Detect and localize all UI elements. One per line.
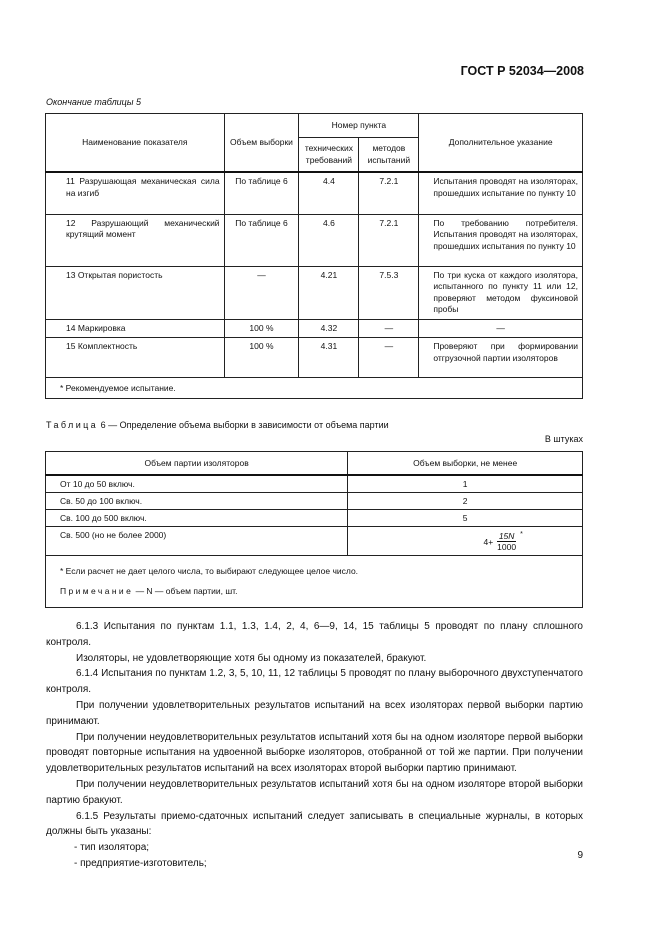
row-sample: 2	[348, 493, 583, 510]
table5-caption: Окончание таблицы 5	[46, 97, 141, 107]
formula-fraction	[495, 531, 518, 552]
table-row	[46, 338, 583, 378]
paragraph: При получении неудовлетворительных результатов испытаний хотя бы на одном изоляторе второй выборки партию бракуют.	[46, 778, 583, 806]
row-sample: По таблице 6	[224, 214, 299, 266]
table-row	[46, 527, 583, 556]
row-tech: 4.21	[299, 266, 359, 319]
row-tech: 4.32	[299, 319, 359, 337]
body-text	[46, 619, 583, 872]
note-text: — N — объем партии, шт.	[133, 585, 238, 596]
header-lot-size: Объем партии изоляторов	[46, 452, 348, 476]
row-method: 7.5.3	[359, 266, 419, 319]
table-6	[45, 451, 583, 608]
table-row	[46, 510, 583, 527]
row-note: Проверяют при формировании отгрузочной партии изоляторов	[419, 338, 583, 378]
row-sample: 100 %	[224, 319, 299, 337]
row-method: 7.2.1	[359, 172, 419, 214]
note-label: Примечание	[60, 585, 134, 596]
row-lot: Св. 100 до 500 включ.	[46, 510, 348, 527]
row-name: 12 Разрушающий механический крутящий момент	[46, 214, 225, 266]
formula-prefix: 4+	[483, 536, 494, 547]
list-item: - тип изолятора;	[74, 842, 150, 854]
paragraph: При получении удовлетворительных результатов испытаний на всех изоляторах первой выборки партию принимают.	[46, 699, 583, 727]
table-row	[46, 266, 583, 319]
paragraph: 6.1.3 Испытания по пунктам 1.1, 1.3, 1.4, 2, 4, 6—9, 14, 15 таблицы 5 проводят по плану сплошного контроля.	[46, 621, 583, 648]
table-row	[46, 172, 583, 214]
table-footnote-row	[46, 378, 583, 399]
row-method: 7.2.1	[359, 214, 419, 266]
row-sample: 100 %	[224, 338, 299, 378]
formula-footnote-mark: *	[520, 531, 523, 538]
row-tech: 4.4	[299, 172, 359, 214]
header-tech-requirements: технических требований	[299, 138, 359, 172]
row-sample-formula	[348, 527, 583, 556]
row-lot: От 10 до 50 включ.	[46, 475, 348, 493]
row-sample: —	[224, 266, 299, 319]
sample-size-formula	[483, 531, 522, 552]
table6-note	[60, 582, 568, 602]
table6-units: В штуках	[544, 434, 583, 444]
table6-title-text: 6 — Определение объема выборки в зависимости от объема партии	[100, 420, 389, 430]
row-name: 13 Открытая пористость	[46, 266, 225, 319]
page-number: 9	[577, 850, 583, 861]
row-tech: 4.6	[299, 214, 359, 266]
table5-footnote: * Рекомендуемое испытание.	[46, 378, 583, 399]
row-sample: 5	[348, 510, 583, 527]
paragraph: Изоляторы, не удовлетворяющие хотя бы одному из показателей, бракуют.	[76, 652, 427, 664]
table-footnote-row	[46, 556, 583, 608]
paragraph: 6.1.4 Испытания по пунктам 1.2, 3, 5, 10, 11, 12 таблицы 5 проводят по плану выборочного двухступенчатого контроля.	[46, 668, 583, 696]
header-additional-note: Дополнительное указание	[419, 114, 583, 173]
table-row	[46, 475, 583, 493]
table-row	[46, 493, 583, 510]
table-row	[46, 319, 583, 337]
row-method: —	[359, 319, 419, 337]
formula-denominator: 1000	[497, 542, 517, 552]
document-code-header: ГОСТ Р 52034—2008	[460, 64, 584, 78]
header-indicator-name: Наименование показателя	[46, 114, 225, 173]
row-sample: По таблице 6	[224, 172, 299, 214]
formula-numerator: 15N	[498, 531, 515, 541]
table6-title	[46, 420, 389, 430]
row-lot: Св. 50 до 100 включ.	[46, 493, 348, 510]
paragraph: При получении неудовлетворительных результатов испытаний хотя бы на одном изоляторе первой выборки проводят повторные испытания на удвоенной выборке изоляторов, отобранной от той же партии. При получении удовлетворительных результатов испытаний на всех изоляторах второй выборки партию принимают.	[46, 731, 583, 775]
table6-footnotes	[46, 556, 583, 608]
row-note: —	[419, 319, 583, 337]
table-5	[45, 113, 583, 399]
row-note: По требованию потребителя. Испытания проводят на изоляторах, прошедших испытания по пункту 10	[419, 214, 583, 266]
table6-title-label: Таблица	[46, 420, 99, 430]
paragraph: 6.1.5 Результаты приемо-сдаточных испытаний следует записывать в специальные журналы, в которых должны быть указаны:	[46, 810, 583, 838]
table6-footnote: * Если расчет не дает целого числа, то выбирают следующее целое число.	[60, 566, 359, 576]
header-clause-number: Номер пункта	[299, 114, 419, 138]
header-test-methods: методов испытаний	[359, 138, 419, 172]
row-note: По три куска от каждого изолятора, испытанного по пункту 11 или 12, проверяют методом фуксиновой пробы	[419, 266, 583, 319]
header-min-sample: Объем выборки, не менее	[348, 452, 583, 476]
row-name: 15 Комплектность	[46, 338, 225, 378]
row-name: 14 Маркировка	[46, 319, 225, 337]
table-row	[46, 214, 583, 266]
row-note: Испытания проводят на изоляторах, прошедших испытание по пункту 10	[419, 172, 583, 214]
header-sample-size: Объем выборки	[224, 114, 299, 173]
row-tech: 4.31	[299, 338, 359, 378]
row-method: —	[359, 338, 419, 378]
row-sample: 1	[348, 475, 583, 493]
row-name: 11 Разрушающая механическая сила на изгиб	[46, 172, 225, 214]
row-lot: Св. 500 (но не более 2000)	[46, 527, 348, 556]
list-item: - предприятие-изготовитель;	[74, 857, 207, 869]
